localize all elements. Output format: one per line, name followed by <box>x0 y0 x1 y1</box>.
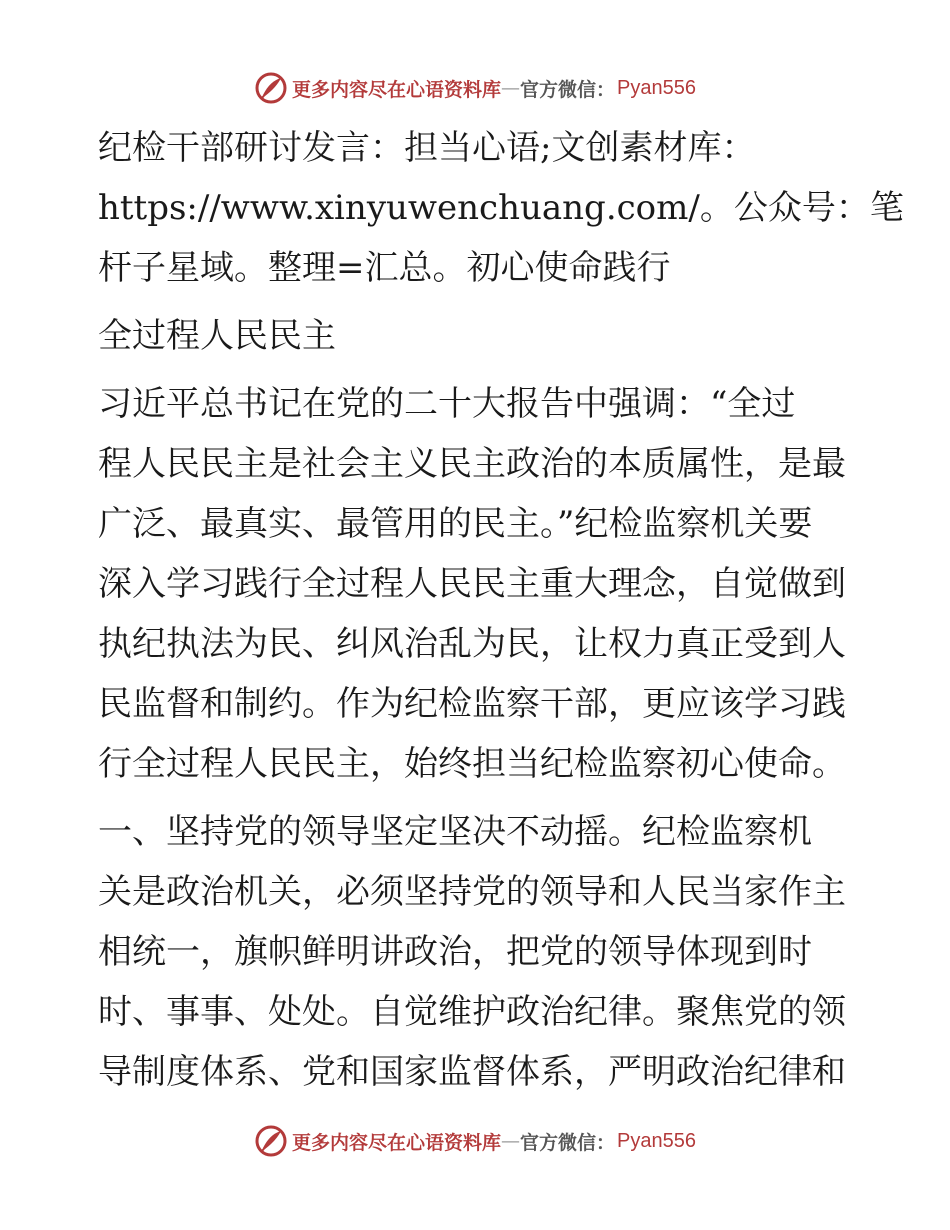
watermark-wechat-label: 官方微信： <box>520 78 616 101</box>
text-line: 导制度体系、党和国家监督体系，严明政治纪律和 <box>98 1052 846 1092</box>
paragraph-point-one <box>98 802 858 1102</box>
text-line: 纪检干部研讨发言：担当心语;文创素材库： <box>98 128 756 168</box>
watermark-dash: — <box>501 1130 521 1152</box>
text-line: 深入学习践行全过程人民民主重大理念，自觉做到 <box>98 564 846 604</box>
feather-pen-logo-icon <box>254 71 288 105</box>
text-line: 行全过程人民民主，始终担当纪检监察初心使命。 <box>98 744 846 784</box>
text-line: 关是政治机关，必须坚持党的领导和人民当家作主 <box>98 872 846 912</box>
watermark-dash: — <box>501 77 521 99</box>
text-line: 杆子星域。整理=汇总。初心使命践行 <box>98 248 671 288</box>
watermark-wechat-id: Pyan556 <box>617 76 696 99</box>
watermark-main-text: 更多内容尽在心语资料库 <box>292 78 502 101</box>
feather-pen-logo-icon <box>254 1124 288 1158</box>
text-line: 一、坚持党的领导坚定坚决不动摇。纪检监察机 <box>98 812 812 852</box>
watermark-banner-top <box>0 66 950 110</box>
text-line: 广泛、最真实、最管用的民主。”纪检监察机关要 <box>98 504 813 544</box>
text-line: 相统一，旗帜鲜明讲政治，把党的领导体现到时 <box>98 932 812 972</box>
watermark-banner-bottom <box>0 1119 950 1163</box>
watermark-wechat-label: 官方微信： <box>520 1131 616 1154</box>
text-line: 执纪执法为民、纠风治乱为民，让权力真正受到人 <box>98 624 846 664</box>
paragraph-quote <box>98 374 858 794</box>
text-line: 时、事事、处处。自觉维护政治纪律。聚焦党的领 <box>98 992 846 1032</box>
text-line: 习近平总书记在党的二十大报告中强调：“全过 <box>98 384 796 424</box>
text-line: 民监督和制约。作为纪检监察干部，更应该学习践 <box>98 684 846 724</box>
section-heading: 全过程人民民主 <box>98 316 336 356</box>
watermark-main-text: 更多内容尽在心语资料库 <box>292 1131 502 1154</box>
watermark-wechat-id: Pyan556 <box>617 1129 696 1152</box>
paragraph-intro <box>98 118 904 298</box>
paragraph-heading <box>98 306 858 366</box>
text-line: 程人民民主是社会主义民主政治的本质属性，是最 <box>98 444 846 484</box>
text-line: https://www.xinyuwenchuang.com/。公众号：笔 <box>98 188 904 228</box>
document-body <box>98 118 904 1110</box>
